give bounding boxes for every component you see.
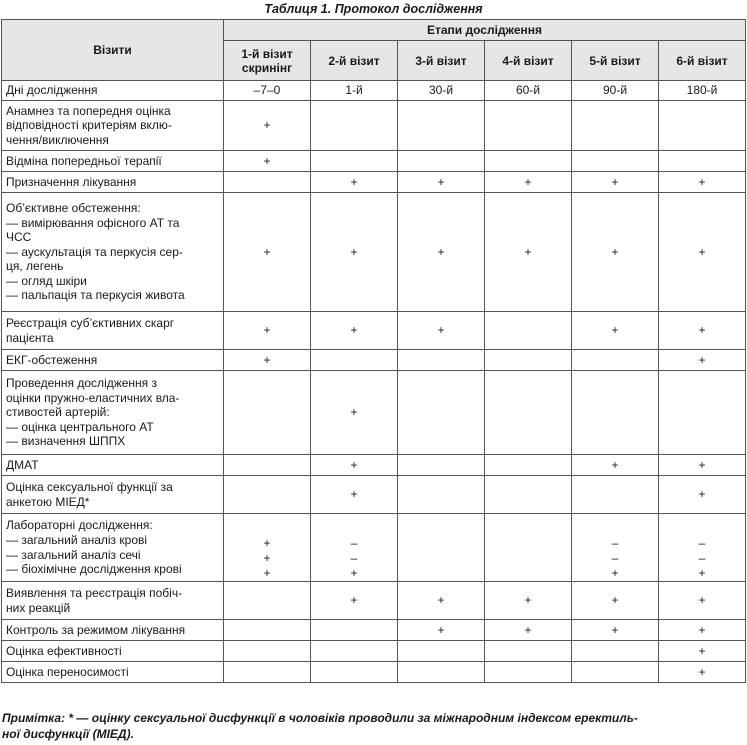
table-cell-line: + bbox=[611, 244, 619, 259]
table-cell bbox=[311, 193, 398, 312]
table-cell bbox=[572, 514, 659, 582]
table-cell bbox=[398, 620, 485, 641]
table-cell bbox=[485, 312, 572, 350]
table-cell bbox=[485, 101, 572, 151]
table-cell bbox=[311, 151, 398, 172]
table-cell bbox=[572, 151, 659, 172]
table-cell-line: + bbox=[437, 174, 445, 189]
table-cell bbox=[398, 641, 485, 662]
row-label bbox=[2, 476, 224, 514]
table-cell bbox=[659, 514, 746, 582]
visit-column-header-line: 5-й візит bbox=[589, 53, 641, 68]
table-row bbox=[2, 193, 746, 312]
table-cell bbox=[572, 350, 659, 371]
table-row bbox=[2, 476, 746, 514]
table-cell bbox=[572, 312, 659, 350]
table-cell bbox=[659, 662, 746, 683]
table-cell bbox=[485, 371, 572, 455]
table-cell-line: + bbox=[698, 622, 706, 637]
table-cell-line: – bbox=[611, 551, 619, 565]
table-cell bbox=[572, 371, 659, 455]
table-header bbox=[2, 20, 746, 81]
table-cell bbox=[224, 101, 311, 151]
row-label-line: Призначення лікування bbox=[6, 174, 137, 189]
table-cell-line: + bbox=[698, 566, 706, 580]
table-cell-line: + bbox=[263, 551, 271, 565]
table-cell bbox=[224, 476, 311, 514]
table-cell-line: + bbox=[698, 244, 706, 259]
table-cell bbox=[311, 101, 398, 151]
table-title: Таблиця 1. Протокол дослідження bbox=[264, 2, 483, 16]
protocol-table bbox=[1, 19, 746, 683]
row-label-line: Реєстрація суб’єктивних скарг bbox=[6, 315, 175, 330]
table-cell-line: + bbox=[524, 622, 532, 637]
row-label-line: них реакцій bbox=[6, 600, 71, 615]
row-label-line: Оцінка сексуальної функції за bbox=[6, 479, 173, 494]
table-cell bbox=[572, 455, 659, 476]
table-cell bbox=[311, 514, 398, 582]
visit-column-header bbox=[398, 41, 485, 81]
table-cell-line: + bbox=[437, 244, 445, 259]
table-cell-line: – bbox=[350, 551, 358, 565]
table-cell bbox=[485, 151, 572, 172]
table-cell-line: + bbox=[437, 323, 445, 337]
row-label-line: стивостей артерій: bbox=[6, 405, 110, 420]
table-cell bbox=[224, 371, 311, 455]
row-label-line: пацієнта bbox=[6, 330, 54, 345]
visit-column-header-line: 6-й візит bbox=[676, 53, 728, 68]
visit-column-header bbox=[311, 41, 398, 81]
table-cell bbox=[224, 172, 311, 193]
table-cell-line: + bbox=[611, 566, 619, 580]
row-label bbox=[2, 151, 224, 172]
table-cell bbox=[224, 641, 311, 662]
row-label-line: ця, легень bbox=[6, 259, 64, 274]
table-cell bbox=[659, 193, 746, 312]
table-cell bbox=[485, 620, 572, 641]
table-cell-line: 1-й bbox=[345, 83, 363, 97]
table-cell bbox=[398, 81, 485, 101]
table-cell bbox=[224, 582, 311, 620]
table-row bbox=[2, 641, 746, 662]
table-cell bbox=[224, 620, 311, 641]
table-cell-line: + bbox=[698, 487, 706, 501]
table-cell-line: + bbox=[698, 352, 706, 367]
table-cell bbox=[659, 641, 746, 662]
table-cell bbox=[311, 350, 398, 371]
table-cell bbox=[224, 193, 311, 312]
row-label-line: Дні дослідження bbox=[6, 83, 98, 98]
table-row bbox=[2, 312, 746, 350]
table-cell-line: 60-й bbox=[515, 83, 541, 97]
row-label-line: ЕКГ-обстеження bbox=[6, 352, 98, 367]
row-label bbox=[2, 312, 224, 350]
row-label bbox=[2, 172, 224, 193]
table-cell-line: + bbox=[263, 244, 271, 259]
table-cell bbox=[485, 476, 572, 514]
table-cell bbox=[398, 312, 485, 350]
table-cell-line: + bbox=[350, 487, 358, 501]
table-cell bbox=[572, 476, 659, 514]
table-row bbox=[2, 350, 746, 371]
table-cell bbox=[398, 662, 485, 683]
table-cell-line bbox=[576, 521, 654, 536]
table-cell-line: + bbox=[437, 593, 445, 607]
visit-column-header bbox=[659, 41, 746, 81]
table-cell-line: + bbox=[263, 536, 271, 550]
row-label bbox=[2, 514, 224, 582]
row-label-line: — загальний аналіз крові bbox=[6, 532, 148, 547]
table-cell-line: + bbox=[698, 664, 706, 679]
table-cell bbox=[224, 151, 311, 172]
visit-column-header-line: 2-й візит bbox=[328, 53, 380, 68]
table-cell-line: + bbox=[524, 593, 532, 607]
row-label-line: — пальпація та перкусія живота bbox=[6, 288, 185, 303]
row-label-line: чення/виключення bbox=[6, 132, 109, 147]
table-cell-line: – bbox=[350, 536, 358, 550]
table-cell-line: + bbox=[350, 174, 358, 189]
table-cell-line: + bbox=[698, 643, 706, 658]
table-cell bbox=[485, 662, 572, 683]
table-cell bbox=[659, 101, 746, 151]
table-cell-line: 90-й bbox=[602, 83, 628, 97]
visits-header: Візити bbox=[2, 20, 224, 81]
table-cell bbox=[398, 476, 485, 514]
table-row bbox=[2, 81, 746, 101]
table-cell bbox=[398, 455, 485, 476]
table-cell bbox=[572, 641, 659, 662]
table-cell bbox=[311, 662, 398, 683]
row-label-line: — аускультація та перкусія сер- bbox=[6, 244, 183, 259]
table-cell bbox=[398, 350, 485, 371]
table-cell bbox=[224, 514, 311, 582]
table-cell-line: + bbox=[698, 457, 706, 472]
table-cell-line: – bbox=[698, 536, 706, 550]
table-cell bbox=[659, 81, 746, 101]
table-cell-line: + bbox=[437, 622, 445, 637]
table-cell-line: + bbox=[611, 593, 619, 607]
table-cell bbox=[311, 455, 398, 476]
stages-header: Етапи дослідження bbox=[224, 20, 746, 41]
table-cell bbox=[485, 582, 572, 620]
table-cell bbox=[572, 101, 659, 151]
row-label-line: — вимірювання офісного АТ та bbox=[6, 215, 180, 230]
table-cell-line: + bbox=[611, 622, 619, 637]
table-cell-line: + bbox=[350, 323, 358, 337]
table-cell-line: + bbox=[263, 323, 271, 337]
table-cell-line: + bbox=[611, 457, 619, 472]
table-cell bbox=[572, 172, 659, 193]
table-cell bbox=[224, 662, 311, 683]
visit-column-header-line: 3-й візит bbox=[415, 53, 467, 68]
table-cell bbox=[398, 151, 485, 172]
table-cell bbox=[659, 582, 746, 620]
row-label bbox=[2, 371, 224, 455]
table-cell bbox=[485, 172, 572, 193]
table-cell-line: 180-й bbox=[686, 83, 718, 97]
table-cell bbox=[311, 620, 398, 641]
table-cell bbox=[311, 582, 398, 620]
table-cell-line: + bbox=[350, 566, 358, 580]
footnote-line: Примітка: * — оцінку сексуальної дисфункції в чоловіків проводили за міжнародним індексом еректиль- bbox=[2, 711, 638, 725]
table-cell bbox=[659, 620, 746, 641]
row-label bbox=[2, 662, 224, 683]
row-label-line: Виявлення та реєстрація побіч- bbox=[6, 585, 183, 600]
row-label-line: оцінки пружно-еластичних вла- bbox=[6, 390, 180, 405]
table-cell-line: – bbox=[698, 551, 706, 565]
table-cell bbox=[311, 476, 398, 514]
table-cell-line: + bbox=[698, 593, 706, 607]
table-cell-line bbox=[315, 521, 393, 536]
table-cell bbox=[659, 312, 746, 350]
table-cell bbox=[659, 476, 746, 514]
table-cell-line: + bbox=[263, 153, 271, 168]
visit-column-header-line: скринінг bbox=[241, 60, 293, 75]
row-label bbox=[2, 350, 224, 371]
table-cell-line: + bbox=[350, 593, 358, 607]
visit-column-header bbox=[485, 41, 572, 81]
table-cell-line: + bbox=[350, 405, 358, 419]
table-cell-line: + bbox=[524, 174, 532, 189]
row-label bbox=[2, 101, 224, 151]
table-cell-line: + bbox=[698, 174, 706, 189]
row-label-line: Анамнез та попередня оцінка bbox=[6, 103, 171, 118]
row-label-line: — огляд шкіри bbox=[6, 273, 87, 288]
visit-column-header bbox=[572, 41, 659, 81]
table-cell-line: –7–0 bbox=[253, 83, 281, 97]
table-cell bbox=[224, 350, 311, 371]
visit-column-header-line: 1-й візит bbox=[241, 46, 293, 61]
table-cell bbox=[485, 193, 572, 312]
table-cell-line: + bbox=[611, 174, 619, 189]
row-label bbox=[2, 582, 224, 620]
table-cell bbox=[659, 371, 746, 455]
table-cell bbox=[311, 81, 398, 101]
table-cell bbox=[659, 172, 746, 193]
table-cell bbox=[485, 641, 572, 662]
table-cell bbox=[398, 172, 485, 193]
row-label bbox=[2, 641, 224, 662]
table-row bbox=[2, 662, 746, 683]
table-cell-line bbox=[228, 521, 306, 536]
row-label bbox=[2, 620, 224, 641]
row-label bbox=[2, 81, 224, 101]
row-label-line: анкетою МІЕД* bbox=[6, 494, 90, 509]
table-row bbox=[2, 371, 746, 455]
row-label-line: Проведення дослідження з bbox=[6, 376, 158, 391]
row-label-line: ЧСС bbox=[6, 230, 32, 245]
table-cell bbox=[659, 455, 746, 476]
row-label bbox=[2, 193, 224, 312]
table-row bbox=[2, 582, 746, 620]
table-cell bbox=[224, 312, 311, 350]
table-cell bbox=[485, 455, 572, 476]
table-cell bbox=[398, 371, 485, 455]
table-cell bbox=[398, 193, 485, 312]
table-cell-line: + bbox=[611, 323, 619, 337]
table-cell bbox=[398, 101, 485, 151]
footnote bbox=[2, 711, 744, 742]
table-cell bbox=[311, 371, 398, 455]
table-cell-line: + bbox=[698, 323, 706, 337]
table-cell bbox=[398, 514, 485, 582]
row-label-line: — загальний аналіз сечі bbox=[6, 547, 141, 562]
row-label-line: Об’єктивне обстеження: bbox=[6, 200, 141, 215]
table-cell-line: – bbox=[611, 536, 619, 550]
table-cell bbox=[485, 81, 572, 101]
table-cell bbox=[311, 172, 398, 193]
table-cell-line: + bbox=[263, 118, 271, 132]
table-row bbox=[2, 172, 746, 193]
table-cell-line: + bbox=[350, 244, 358, 259]
table-cell bbox=[224, 455, 311, 476]
table-cell bbox=[398, 582, 485, 620]
table-cell-line: + bbox=[524, 244, 532, 259]
row-label-line: — оцінка центрального АТ bbox=[6, 419, 154, 434]
table-row bbox=[2, 101, 746, 151]
table-cell bbox=[311, 312, 398, 350]
table-row bbox=[2, 151, 746, 172]
table-cell bbox=[572, 662, 659, 683]
table-cell bbox=[485, 514, 572, 582]
table-cell-line: + bbox=[263, 566, 271, 580]
row-label-line: Оцінка переносимості bbox=[6, 664, 129, 679]
table-cell bbox=[659, 151, 746, 172]
visit-column-header-line: 4-й візит bbox=[502, 53, 554, 68]
table-cell bbox=[224, 81, 311, 101]
row-label bbox=[2, 455, 224, 476]
row-label-line: Оцінка ефективності bbox=[6, 643, 122, 658]
row-label-line: Відміна попередньої терапії bbox=[6, 153, 162, 168]
table-cell bbox=[572, 81, 659, 101]
table-cell bbox=[572, 193, 659, 312]
table-body bbox=[2, 81, 746, 683]
row-label-line: — визначення ШППХ bbox=[6, 434, 126, 449]
table-cell-line: + bbox=[263, 352, 271, 367]
table-cell bbox=[572, 582, 659, 620]
table-row bbox=[2, 455, 746, 476]
footnote-line: ної дисфункції (МІЕД). bbox=[2, 726, 134, 741]
row-label-line: відповідності критеріям вклю- bbox=[6, 118, 172, 133]
table-row bbox=[2, 620, 746, 641]
table-cell bbox=[659, 350, 746, 371]
visit-column-header bbox=[224, 41, 311, 81]
row-label-line: Контроль за режимом лікування bbox=[6, 622, 186, 637]
table-cell bbox=[485, 350, 572, 371]
row-label-line: — біохімічне дослідження крові bbox=[6, 562, 182, 577]
table-cell bbox=[572, 620, 659, 641]
table-cell bbox=[311, 641, 398, 662]
row-label-line: Лабораторні дослідження: bbox=[6, 518, 153, 533]
table-row bbox=[2, 514, 746, 582]
table-cell-line: 30-й bbox=[428, 83, 454, 97]
table-cell-line bbox=[663, 521, 741, 536]
table-cell-line: + bbox=[350, 457, 358, 472]
row-label-line: ДМАТ bbox=[6, 457, 39, 472]
